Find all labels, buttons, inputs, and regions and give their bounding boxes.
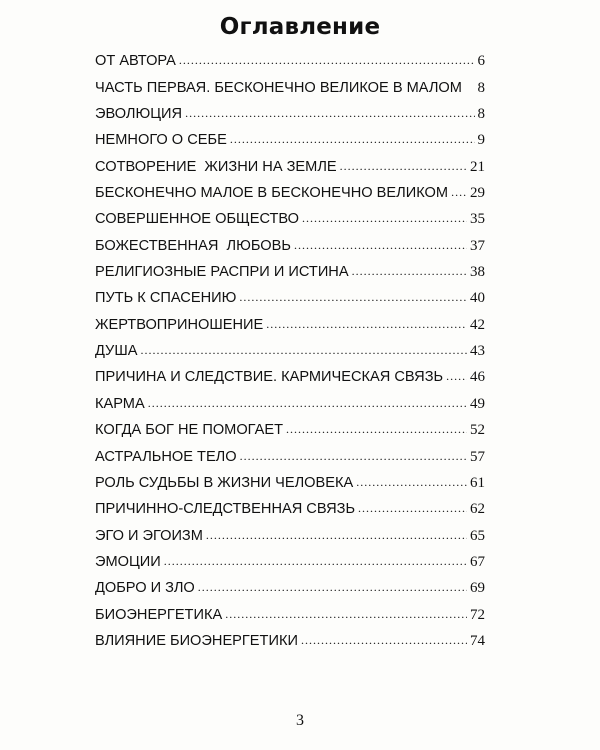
dot-leader xyxy=(294,236,467,255)
toc-entry-page: 67 xyxy=(470,553,485,570)
toc-entry xyxy=(95,228,485,254)
toc-entry-page: 8 xyxy=(477,79,485,96)
toc-entry-page: 52 xyxy=(470,422,485,439)
toc-entry-title: СОВЕРШЕННОЕ ОБЩЕСТВО xyxy=(95,211,300,228)
toc-entry xyxy=(95,202,485,228)
toc-entry-page: 43 xyxy=(470,343,485,360)
toc-entry-title: ПРИЧИНА И СЛЕДСТВИЕ. КАРМИЧЕСКАЯ СВЯЗЬ xyxy=(95,369,444,386)
toc-entry-page: 61 xyxy=(470,474,485,491)
toc-entry-title: НЕМНОГО О СЕБЕ xyxy=(95,132,227,149)
dot-leader xyxy=(206,526,467,545)
toc-entry xyxy=(95,597,485,623)
toc-entry-page: 37 xyxy=(470,237,485,254)
toc-entry-title: ВЛИЯНИЕ БИОЭНЕРГЕТИКИ xyxy=(95,632,298,649)
toc-entry-title: БИОЭНЕРГЕТИКА xyxy=(95,606,223,623)
toc-entry-page: 38 xyxy=(470,264,485,281)
toc-entry xyxy=(95,307,485,333)
toc-entry-title: ДУША xyxy=(95,343,138,360)
toc-entry-page: 72 xyxy=(470,606,485,623)
toc-entry-page: 69 xyxy=(470,580,485,597)
toc-entry-page: 40 xyxy=(470,290,485,307)
toc-entry-title: СОТВОРЕНИЕ ЖИЗНИ НА ЗЕМЛЕ xyxy=(95,158,337,175)
toc-entry-title: БЕСКОНЕЧНО МАЛОЕ В БЕСКОНЕЧНО ВЕЛИКОМ xyxy=(95,185,449,202)
toc-entry-title: ПРИЧИННО-СЛЕДСТВЕННАЯ СВЯЗЬ xyxy=(95,501,356,518)
toc-entry-page: 62 xyxy=(470,501,485,518)
toc-entry-page: 49 xyxy=(470,395,485,412)
toc-entry xyxy=(95,466,485,492)
page-number: 3 xyxy=(296,712,304,729)
toc-entry-title: ЭГО И ЭГОИЗМ xyxy=(95,527,203,544)
toc-entry xyxy=(95,518,485,544)
dot-leader xyxy=(225,605,467,624)
toc-entry xyxy=(95,176,485,202)
dot-leader xyxy=(340,157,467,176)
toc-entry-title: ЭМОЦИИ xyxy=(95,553,161,570)
toc-entry xyxy=(95,123,485,149)
toc-entry xyxy=(95,386,485,412)
toc-entry-page: 46 xyxy=(470,369,485,386)
toc-entry-page: 42 xyxy=(470,316,485,333)
toc-entry xyxy=(95,44,485,70)
toc-entry xyxy=(95,545,485,571)
toc-entry-page: 74 xyxy=(470,632,485,649)
page-title: Оглавление xyxy=(219,14,381,40)
toc-entry-title: ОТ АВТОРА xyxy=(95,53,176,70)
dot-leader xyxy=(140,341,467,360)
toc-entry-page: 9 xyxy=(477,132,485,149)
toc-entry-title: ПУТЬ К СПАСЕНИЮ xyxy=(95,290,237,307)
toc-entry xyxy=(95,149,485,175)
table-of-contents xyxy=(95,44,485,650)
toc-entry-title: РЕЛИГИОЗНЫЕ РАСПРИ И ИСТИНА xyxy=(95,264,349,281)
toc-entry-page: 57 xyxy=(470,448,485,465)
dot-leader xyxy=(198,578,467,597)
toc-entry xyxy=(95,334,485,360)
toc-entry-page: 29 xyxy=(470,185,485,202)
toc-entry xyxy=(95,255,485,281)
dot-leader xyxy=(179,51,475,70)
toc-entry xyxy=(95,97,485,123)
dot-leader xyxy=(352,262,467,281)
toc-entry-page: 6 xyxy=(477,53,485,70)
toc-entry-page: 8 xyxy=(477,106,485,123)
dot-leader xyxy=(230,130,475,149)
dot-leader xyxy=(356,473,467,492)
dot-leader xyxy=(302,209,467,228)
dot-leader xyxy=(185,104,474,123)
toc-entry xyxy=(95,624,485,650)
dot-leader xyxy=(286,420,467,439)
toc-entry xyxy=(95,439,485,465)
dot-leader xyxy=(301,631,467,650)
toc-entry xyxy=(95,281,485,307)
toc-entry-page: 65 xyxy=(470,527,485,544)
toc-entry-page: 21 xyxy=(470,158,485,175)
dot-leader xyxy=(148,394,467,413)
toc-entry xyxy=(95,70,485,96)
toc-entry-title: РОЛЬ СУДЬБЫ В ЖИЗНИ ЧЕЛОВЕКА xyxy=(95,474,354,491)
dot-leader xyxy=(358,499,467,518)
toc-entry-title: ДОБРО И ЗЛО xyxy=(95,580,195,597)
toc-entry xyxy=(95,360,485,386)
toc-entry-title: КОГДА БОГ НЕ ПОМОГАЕТ xyxy=(95,422,283,439)
dot-leader xyxy=(240,447,467,466)
toc-entry-title: АСТРАЛЬНОЕ ТЕЛО xyxy=(95,448,237,465)
dot-leader xyxy=(164,552,467,571)
dot-leader xyxy=(451,183,467,202)
toc-entry-title: БОЖЕСТВЕННАЯ ЛЮБОВЬ xyxy=(95,237,291,254)
dot-leader xyxy=(266,315,467,334)
toc-entry-title: КАРМА xyxy=(95,395,145,412)
toc-entry xyxy=(95,571,485,597)
toc-entry-title: ЭВОЛЮЦИЯ xyxy=(95,106,183,123)
toc-entry-title: ЖЕРТВОПРИНОШЕНИЕ xyxy=(95,316,264,333)
toc-entry xyxy=(95,413,485,439)
dot-leader xyxy=(239,288,467,307)
dot-leader xyxy=(446,367,467,386)
toc-entry xyxy=(95,492,485,518)
toc-entry-title: ЧАСТЬ ПЕРВАЯ. БЕСКОНЕЧНО ВЕЛИКОЕ В МАЛОМ xyxy=(95,79,462,96)
toc-entry-page: 35 xyxy=(470,211,485,228)
